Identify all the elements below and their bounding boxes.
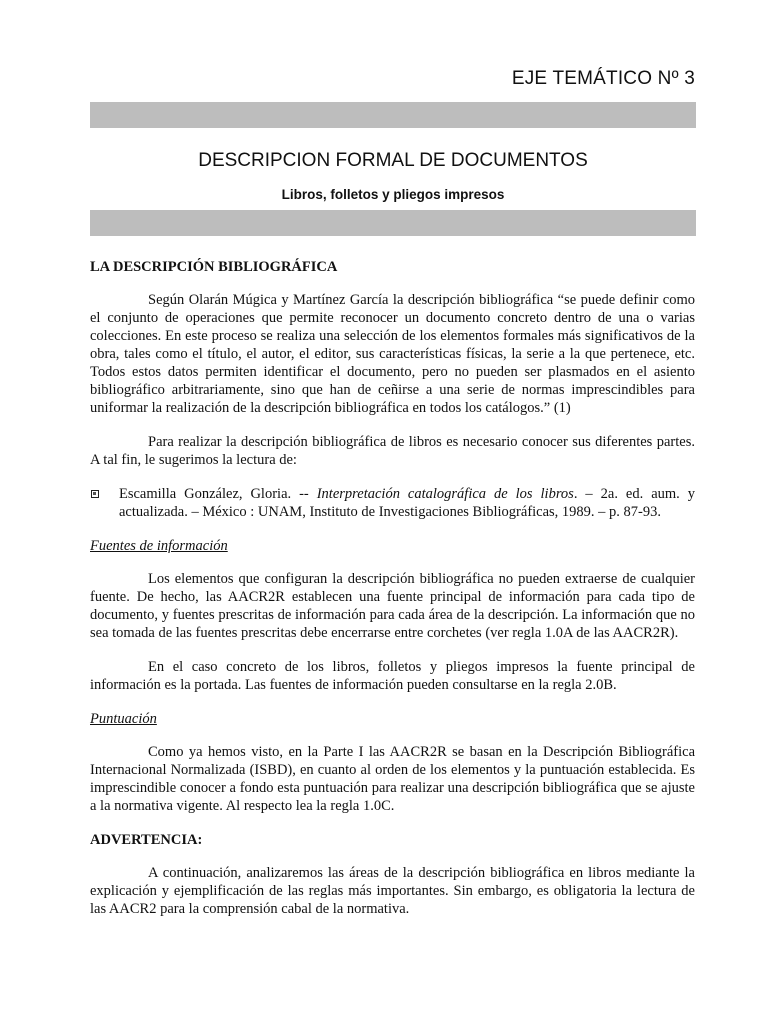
reference-title: Interpretación catalográfica de los libros	[316, 486, 574, 502]
reference-details: . – 2a. ed. aum. y actualizada. – México : UNAM, Instituto de Investigaciones Bibliográficas, 1989. – p. 87-93.	[119, 486, 695, 520]
paragraph-definicion: Según Olarán Múgica y Martínez García la descripción bibliográfica “se puede definir como el conjunto de operaciones que permite reconocer un documento concreto dentro de una o varias colecciones. En este proceso se realiza una selección de los elementos formales más significativos de la obra, tales como el título, el autor, el editor, sus características físicas, la serie a la que pertenece, etc. Todos estos datos permiten identificar el documento, pero no pueden ser plasmados en el asiento bibliográfico arbitrariamente, sino que han de ceñirse a una serie de normas imprescindibles para uniformar la realización de la descripción bibliográfica en todos los catálogos.” (1)	[90, 292, 695, 416]
page-title: DESCRIPCION FORMAL DE DOCUMENTOS	[198, 150, 588, 171]
section-heading-descripcion: LA DESCRIPCIÓN BIBLIOGRÁFICA	[90, 259, 338, 275]
subheading-puntuacion: Puntuación	[90, 711, 157, 727]
gray-divider-bottom	[90, 210, 696, 236]
eje-tematico-label: EJE TEMÁTICO Nº 3	[511, 68, 695, 89]
reference-author: Escamilla González, Gloria. --	[119, 486, 317, 502]
paragraph-advertencia: A continuación, analizaremos las áreas de la descripción bibliográfica en libros mediante la explicación y ejemplificación de las reglas más importantes. Sin embargo, es obligatoria la lectura de las AACR2 para la comprensión cabal de la normativa.	[90, 865, 695, 917]
page-subtitle: Libros, folletos y pliegos impresos	[281, 187, 505, 202]
square-bullet-icon	[91, 490, 99, 498]
paragraph-portada: En el caso concreto de los libros, folletos y pliegos impresos la fuente principal de información es la portada. Las fuentes de información pueden consultarse en la regla 2.0B.	[90, 659, 695, 693]
reference-bullet-item	[90, 485, 695, 521]
subheading-fuentes: Fuentes de información	[90, 538, 228, 554]
paragraph-fuentes: Los elementos que configuran la descripción bibliográfica no pueden extraerse de cualquier fuente. De hecho, las AACR2R establecen una fuente principal de información para cada tipo de documento, y fuentes prescritas de información para cada área de la descripción. La información que no sea tomada de las fuentes prescritas debe encerrarse entre corchetes (ver regla 1.0A de las AACR2R).	[90, 571, 695, 641]
document-body	[90, 258, 695, 934]
paragraph-partes: Para realizar la descripción bibliográfica de libros es necesario conocer sus diferentes partes. A tal fin, le sugerimos la lectura de:	[90, 434, 695, 468]
paragraph-puntuacion: Como ya hemos visto, en la Parte I las AACR2R se basan en la Descripción Bibliográfica Internacional Normalizada (ISBD), en cuanto al orden de los elementos y la puntuación establecida. Es imprescindible conocer a fondo esta puntuación para realizar una descripción bibliográfica que se ajuste a la normativa vigente. Al respecto lea la regla 1.0C.	[90, 744, 695, 814]
section-heading-advertencia: ADVERTENCIA:	[90, 832, 203, 848]
gray-divider-top	[90, 102, 696, 128]
